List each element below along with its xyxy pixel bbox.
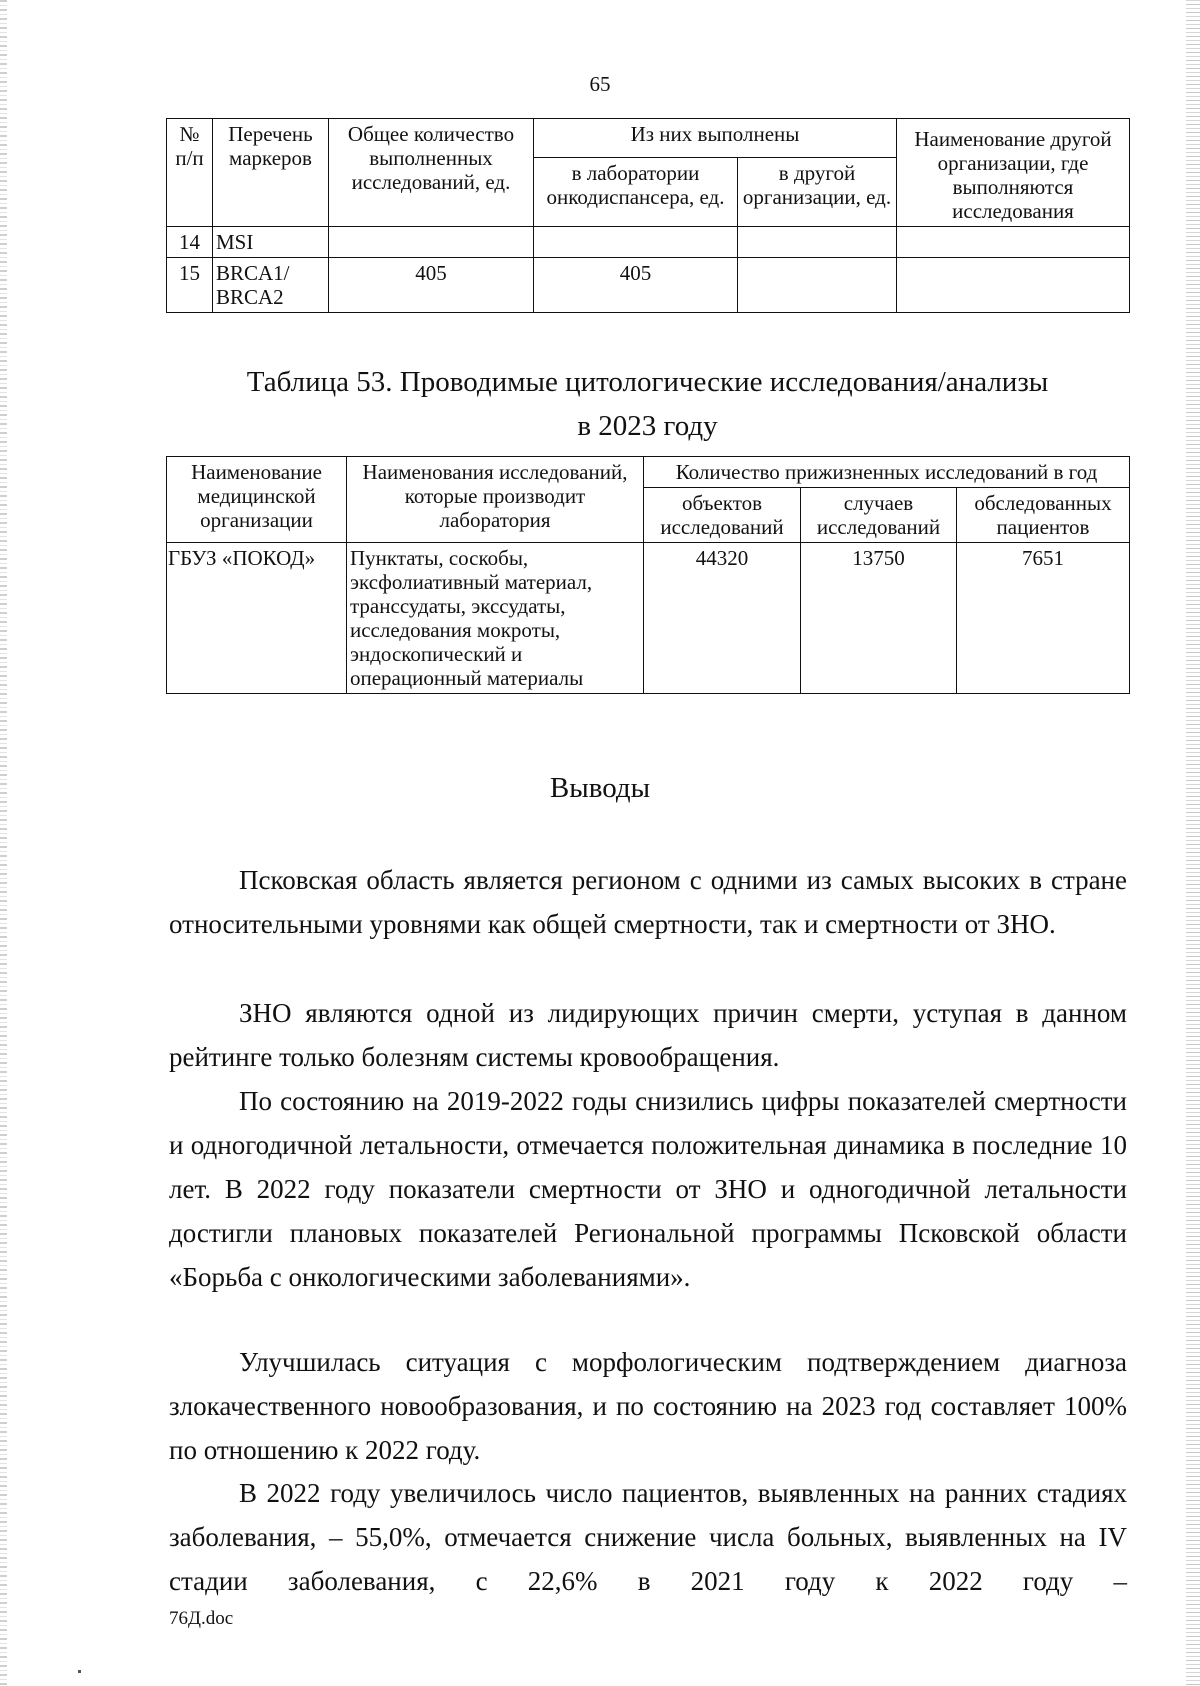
cell-other	[738, 227, 897, 258]
table-header-row	[167, 457, 1130, 488]
page-number: 65	[589, 72, 611, 96]
cell-num: 14	[167, 227, 213, 258]
header-org-name: Наименование другой организации, где выполняются исследования	[897, 119, 1130, 227]
cytology-table	[166, 456, 1130, 694]
table-row	[167, 227, 1130, 258]
header-count: Количество прижизненных исследований в год	[644, 457, 1130, 488]
paragraph-1: Псковская область является регионом с одними из самых высоких в стране относительными уровнями как общей смертности, так и смертности от ЗНО.	[169, 865, 1127, 939]
scan-edge-left	[0, 0, 7, 1686]
cell-in-lab: 405	[534, 258, 738, 313]
header-total: Общее количество выполненных исследований, ед.	[329, 119, 534, 227]
cell-total	[329, 227, 534, 258]
header-in-lab: в лаборатории онкодиспансера, ед.	[534, 157, 738, 226]
header-patients: обследованных пациентов	[957, 488, 1130, 543]
cell-org: ГБУЗ «ПОКОД»	[167, 543, 347, 694]
paragraph-2: ЗНО являются одной из лидирующих причин смерти, уступая в данном рейтинге только болезням системы кровообращения.	[169, 998, 1127, 1072]
cell-marker: BRCA1/ BRCA2	[213, 258, 329, 313]
cell-objects: 44320	[644, 543, 801, 694]
paragraph-5: В 2022 году увеличилось число пациентов, выявленных на ранних стадиях заболевания, – 55,0%, отмечается снижение числа больных, выявленных на IV стадии заболевания, с 22,6% в 2021 году к 2022 году –	[169, 1478, 1127, 1596]
cell-in-lab	[534, 227, 738, 258]
cell-studies: Пунктаты, соскобы, эксфолиативный материал, транссудаты, экссудаты, исследования мокроты, эндоскопический и операционный материалы	[347, 543, 644, 694]
header-other-org: в другой организации, ед.	[738, 157, 897, 226]
table-header-row	[167, 119, 1130, 158]
cell-cases: 13750	[801, 543, 957, 694]
table-caption-line2: в 2023 году	[577, 410, 718, 442]
header-cases: случаев исследований	[801, 488, 957, 543]
markers-table	[166, 118, 1130, 313]
cell-marker: MSI	[213, 227, 329, 258]
cell-num: 15	[167, 258, 213, 313]
paragraph-3: По состоянию на 2019-2022 годы снизились цифры показателей смертности и одногодичной летальности, отмечается положительная динамика в последние 10 лет. В 2022 году показатели смертности от ЗНО и одногодичной летальности достигли плановых показателей Региональной программы Псковской области «Борьба с онкологическими заболеваниями».	[169, 1086, 1127, 1292]
paragraph-4: Улучшилась ситуация с морфологическим подтверждением диагноза злокачественного новообразования, и по состоянию на 2023 год составляет 100% по отношению к 2022 году.	[169, 1347, 1127, 1465]
table-caption-line1: Таблица 53. Проводимые цитологические исследования/анализы	[246, 366, 1049, 398]
header-markers: Перечень маркеров	[213, 119, 329, 227]
cell-org	[897, 258, 1130, 313]
cell-patients: 7651	[957, 543, 1130, 694]
cell-org	[897, 227, 1130, 258]
cell-total: 405	[329, 258, 534, 313]
footer-filename: 76Д.doc	[169, 1608, 234, 1629]
table-row	[167, 543, 1130, 694]
header-of-them: Из них выполнены	[534, 119, 897, 158]
cell-other	[738, 258, 897, 313]
section-heading: Выводы	[549, 772, 651, 804]
scan-speck	[78, 1670, 81, 1673]
table-row	[167, 258, 1130, 313]
scan-edge-right	[1186, 0, 1200, 1686]
header-studies: Наименования исследований, которые производит лаборатория	[347, 457, 644, 543]
header-objects: объектов исследований	[644, 488, 801, 543]
header-num: № п/п	[167, 119, 213, 227]
header-org: Наименование медицинской организации	[167, 457, 347, 543]
